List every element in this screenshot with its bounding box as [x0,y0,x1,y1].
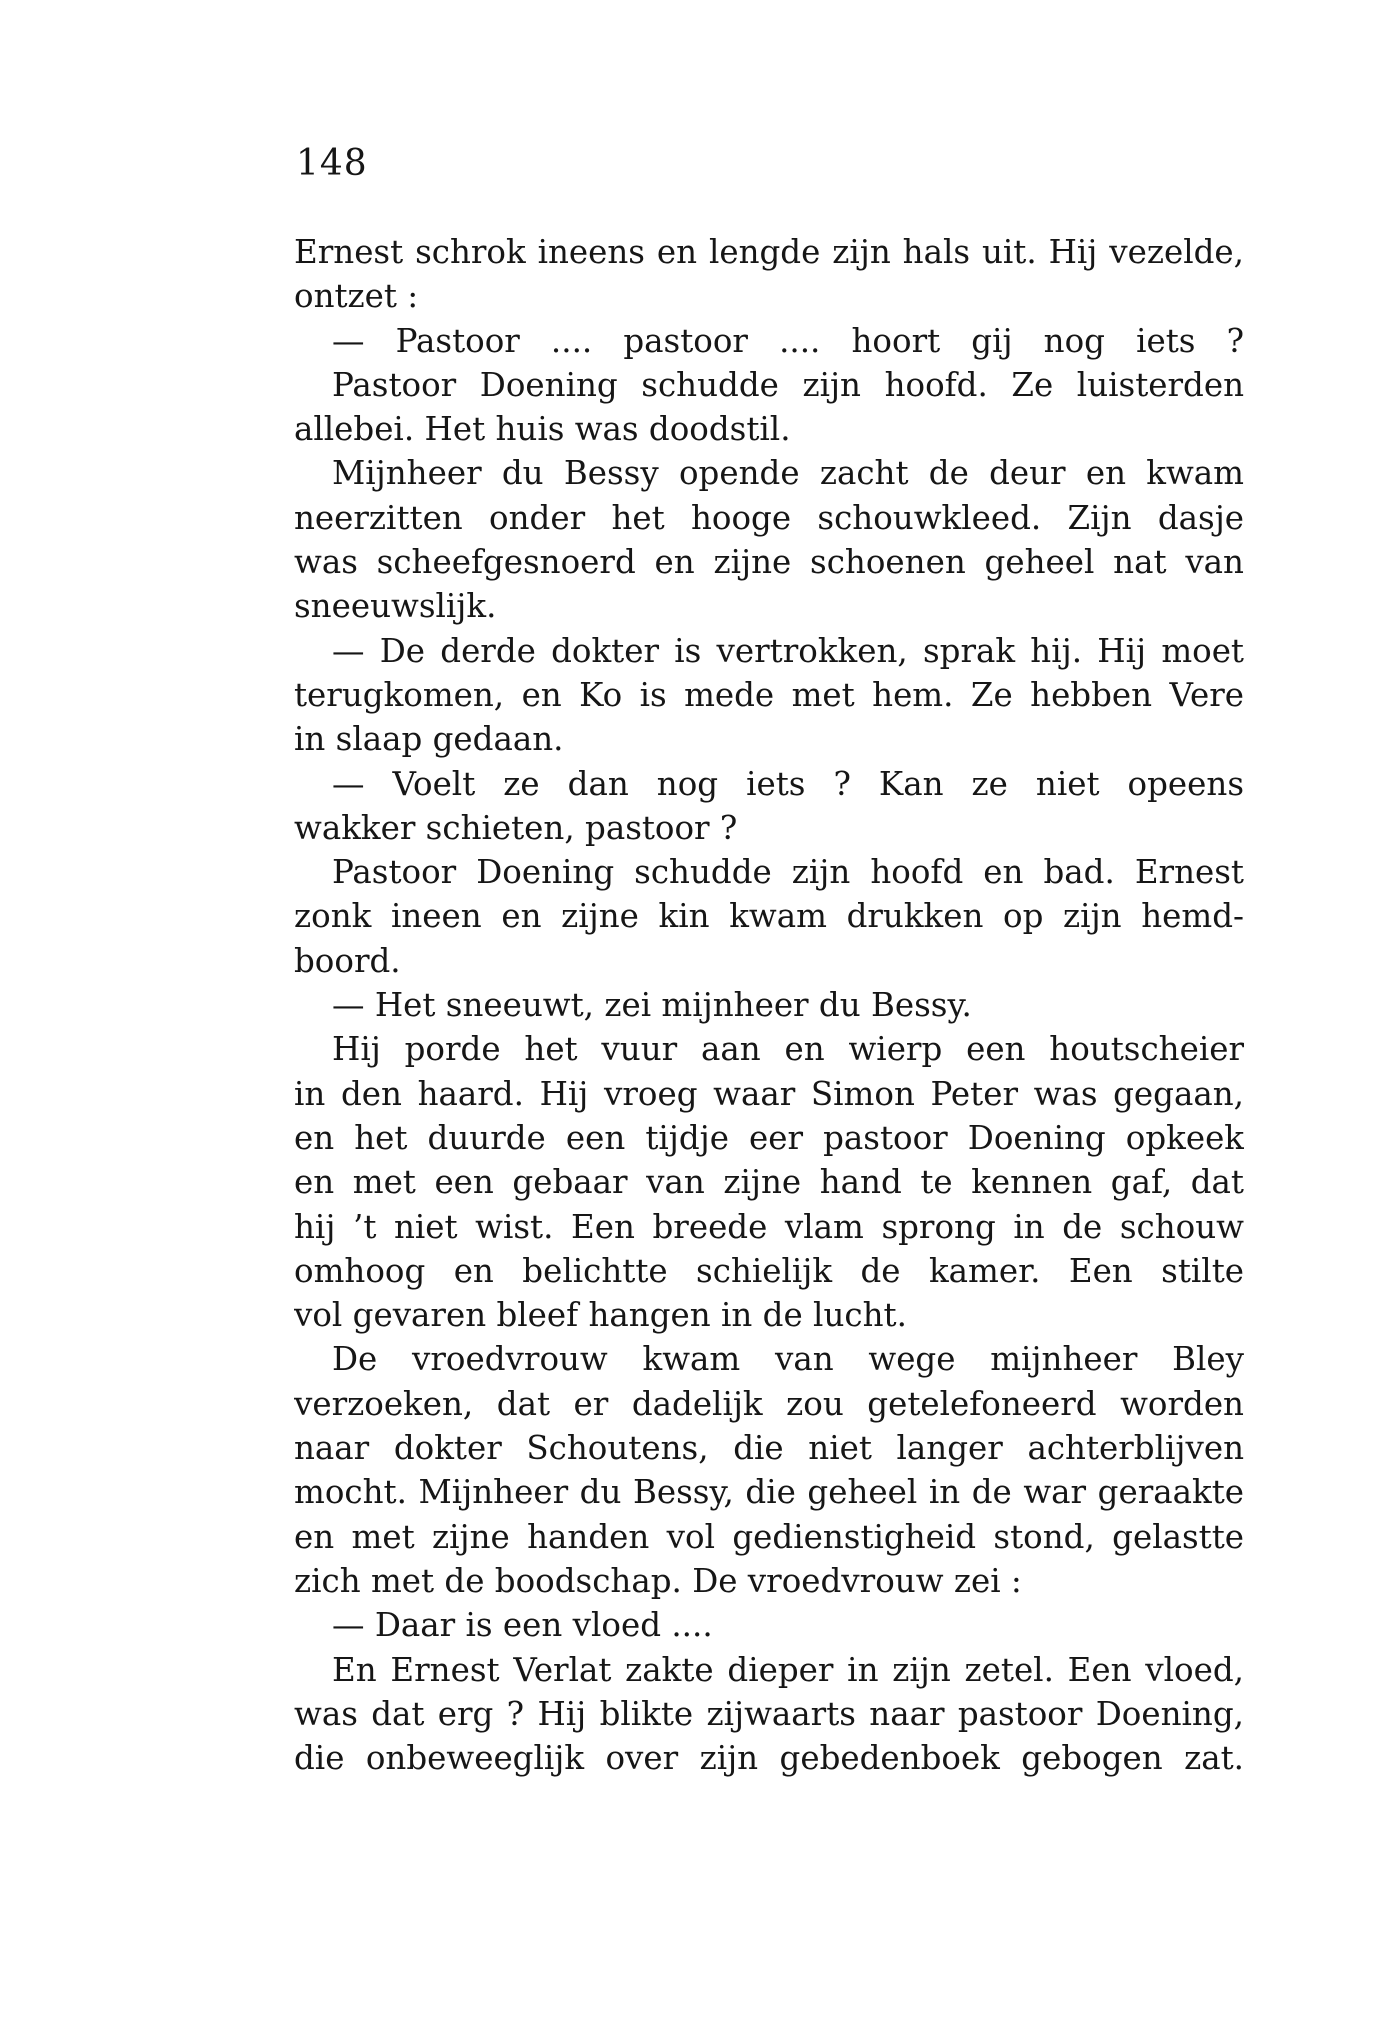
text-line: — Daar is een vloed .... [332,1606,713,1645]
text-line: en het duurde een tijdje eer pastoor Doening opkeek [294,1118,1244,1157]
text-line: ontzet : [294,277,419,316]
text-line: en met een gebaar van zijne hand te kennen gaf, dat [294,1163,1244,1202]
text-line: terugkomen, en Ko is mede met hem. Ze hebben Vere [294,675,1244,714]
text-line: Pastoor Doening schudde zijn hoofd en bad. Ernest [332,853,1244,892]
text-line: Hij porde het vuur aan en wierp een houtscheier [332,1030,1244,1069]
text-line: — Pastoor .... pastoor .... hoort gij nog iets ? [332,321,1244,360]
text-line: En Ernest Verlat zakte dieper in zijn zetel. Een vloed, [332,1650,1244,1689]
text-line: was dat erg ? Hij blikte zijwaarts naar pastoor Doening, [294,1694,1244,1733]
text-line: zich met de boodschap. De vroedvrouw zei : [294,1561,1022,1600]
text-line: Pastoor Doening schudde zijn hoofd. Ze luisterden [332,365,1244,404]
text-line: De vroedvrouw kwam van wege mijnheer Bley [332,1340,1244,1379]
body-text [294,230,1244,1780]
text-line: — De derde dokter is vertrokken, sprak hij. Hij moet [332,631,1244,670]
text-line: zonk ineen en zijne kin kwam drukken op zijn hemd- [294,897,1244,936]
text-line: die onbeweeglijk over zijn gebedenboek gebogen zat. [294,1739,1244,1778]
text-line: — Voelt ze dan nog iets ? Kan ze niet opeens [332,764,1244,803]
page-number: 148 [296,143,368,184]
text-line: neerzitten onder het hooge schouwkleed. Zijn dasje [294,498,1244,537]
text-line: allebei. Het huis was doodstil. [294,410,791,449]
text-line: hij ’t niet wist. Een breede vlam sprong in de schouw [294,1207,1244,1246]
text-line: in den haard. Hij vroeg waar Simon Peter was gegaan, [294,1074,1244,1113]
text-line: boord. [294,941,401,980]
text-line: vol gevaren bleef hangen in de lucht. [294,1296,907,1335]
text-line: sneeuwslijk. [294,587,497,626]
text-line: — Het sneeuwt, zei mijnheer du Bessy. [332,986,972,1025]
text-line: naar dokter Schoutens, die niet langer achterblijven [294,1429,1244,1468]
text-line: verzoeken, dat er dadelijk zou getelefoneerd worden [294,1384,1244,1423]
text-line: in slaap gedaan. [294,720,564,759]
text-line: mocht. Mijnheer du Bessy, die geheel in de war geraakte [294,1473,1244,1512]
text-line: omhoog en belichtte schielijk de kamer. Een stilte [294,1251,1244,1290]
text-line: Ernest schrok ineens en lengde zijn hals uit. Hij vezelde, [294,233,1244,271]
text-line: Mijnheer du Bessy opende zacht de deur en kwam [332,454,1244,493]
text-line: was scheefgesnoerd en zijne schoenen geheel nat van [294,543,1244,582]
text-line: en met zijne handen vol gedienstigheid stond, gelastte [294,1517,1244,1556]
text-line: wakker schieten, pastoor ? [294,808,738,847]
